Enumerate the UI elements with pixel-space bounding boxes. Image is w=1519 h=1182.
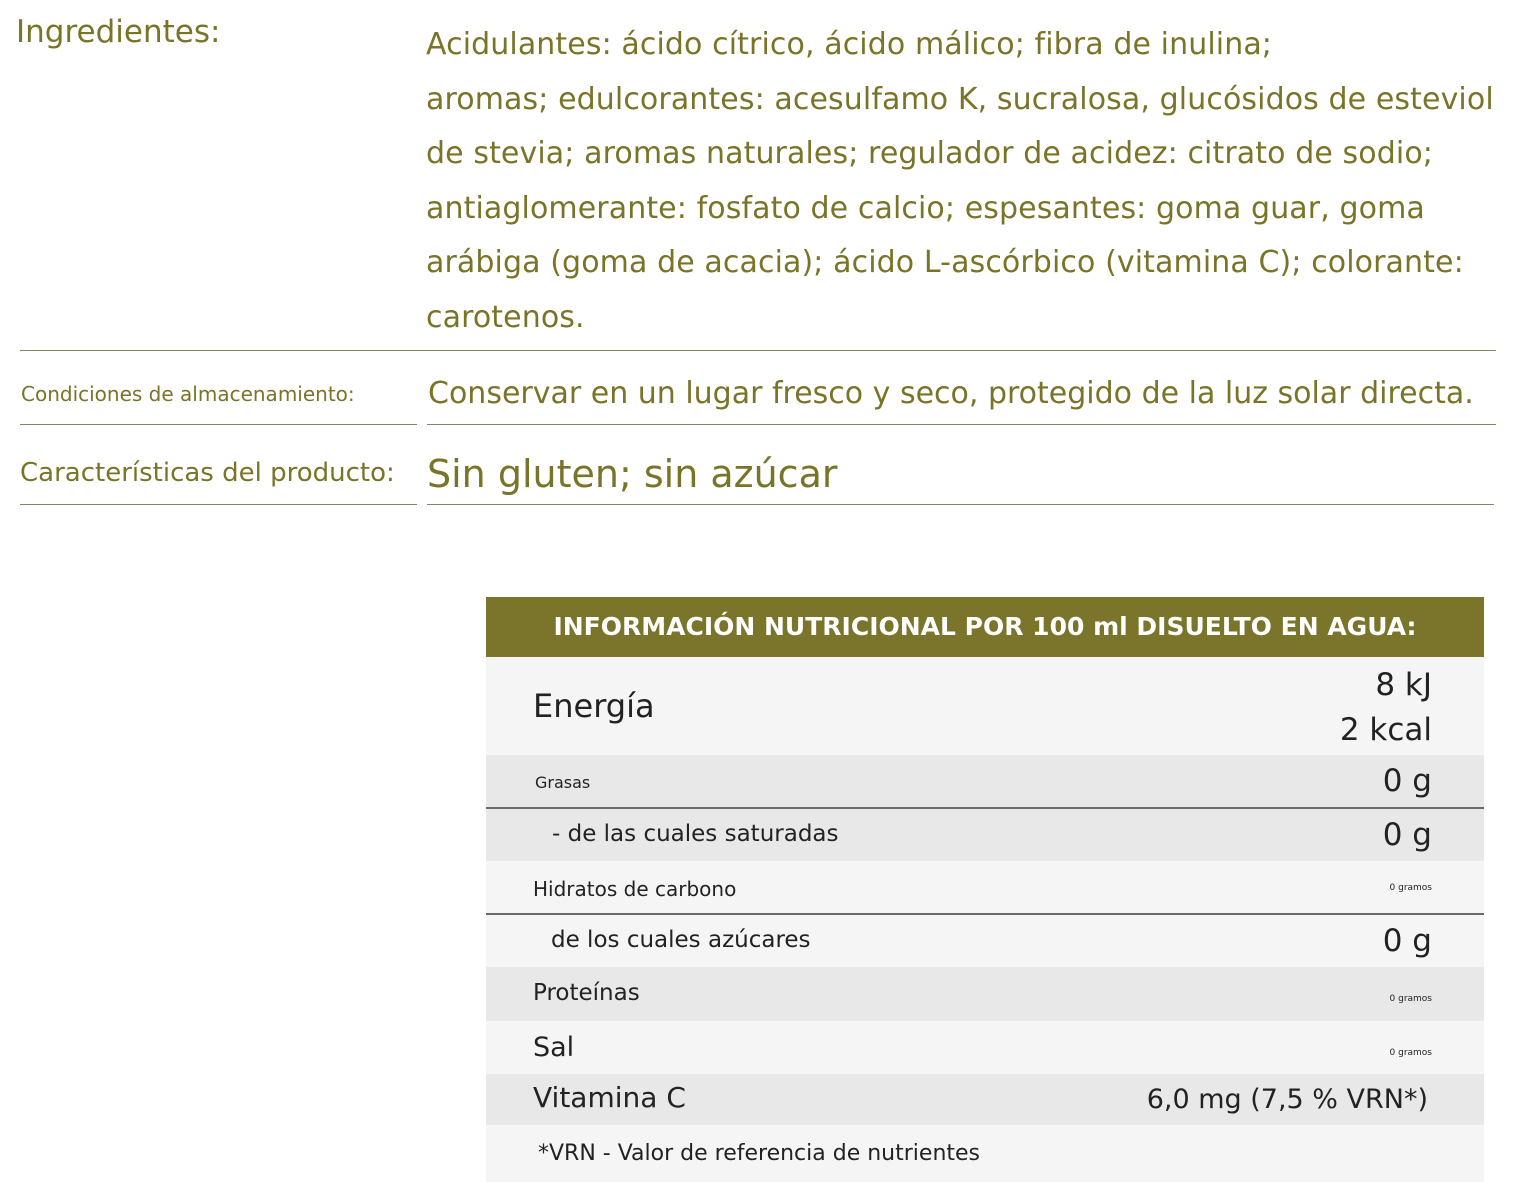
nutrition-row-energy bbox=[486, 657, 1484, 755]
storage-label: Condiciones de almacenamiento: bbox=[21, 382, 355, 406]
saturated-label: - de las cuales saturadas bbox=[552, 821, 839, 847]
section-divider bbox=[20, 350, 1496, 351]
nutrition-row-saturated bbox=[486, 809, 1484, 861]
storage-value-underline bbox=[427, 424, 1496, 425]
characteristics-value: Sin gluten; sin azúcar bbox=[427, 452, 838, 496]
nutrition-row-protein bbox=[486, 967, 1484, 1021]
characteristics-value-underline bbox=[427, 504, 1494, 505]
protein-value: 0 gramos bbox=[1389, 994, 1432, 1004]
storage-value: Conservar en un lugar fresco y seco, protegido de la luz solar directa. bbox=[428, 376, 1474, 411]
energy-kcal-value: 2 kcal bbox=[1339, 712, 1432, 748]
ingredients-label: Ingredientes: bbox=[16, 14, 221, 50]
nutrition-row-salt bbox=[486, 1021, 1484, 1074]
nutrition-footnote-row bbox=[486, 1125, 1484, 1182]
ingredients-line: antiaglomerante: fosfato de calcio; espesantes: goma guar, goma bbox=[426, 190, 1425, 226]
ingredients-line: de stevia; aromas naturales; regulador de acidez: citrato de sodio; bbox=[426, 136, 1433, 171]
sugars-label: de los cuales azúcares bbox=[551, 927, 811, 953]
fat-label: Grasas bbox=[535, 773, 591, 792]
nutrition-row-sugars bbox=[486, 915, 1484, 967]
vitamin-c-value: 6,0 mg (7,5 % VRN*) bbox=[1146, 1084, 1428, 1115]
nutrition-footnote: *VRN - Valor de referencia de nutrientes bbox=[538, 1141, 981, 1166]
salt-value: 0 gramos bbox=[1389, 1048, 1432, 1058]
characteristics-label: Características del producto: bbox=[20, 458, 395, 488]
vitamin-c-label: Vitamina C bbox=[533, 1081, 686, 1114]
saturated-value: 0 g bbox=[1382, 817, 1432, 853]
ingredients-line: arábiga (goma de acacia); ácido L-ascórbico (vitamina C); colorante: bbox=[426, 245, 1464, 280]
sugars-value: 0 g bbox=[1382, 923, 1432, 959]
ingredients-line: aromas; edulcorantes: acesulfamo K, sucralosa, glucósidos de esteviol bbox=[426, 81, 1494, 117]
storage-label-underline bbox=[20, 424, 417, 425]
energy-kj-value: 8 kJ bbox=[1375, 667, 1432, 703]
ingredients-line: carotenos. bbox=[426, 299, 585, 335]
carbohydrates-value: 0 gramos bbox=[1389, 883, 1432, 893]
nutrition-row-carbohydrates bbox=[486, 861, 1484, 913]
nutrition-table bbox=[486, 597, 1484, 1182]
protein-label: Proteínas bbox=[533, 980, 640, 1006]
nutrition-header: INFORMACIÓN NUTRICIONAL POR 100 ml DISUELTO EN AGUA: bbox=[486, 597, 1484, 657]
characteristics-label-underline bbox=[20, 504, 417, 505]
carbohydrates-label: Hidratos de carbono bbox=[533, 877, 737, 901]
ingredients-text bbox=[426, 18, 1506, 345]
nutrition-row-vitamin-c bbox=[486, 1074, 1484, 1125]
salt-label: Sal bbox=[533, 1032, 575, 1063]
fat-value: 0 g bbox=[1382, 763, 1432, 799]
energy-label: Energía bbox=[533, 687, 655, 725]
nutrition-row-fat bbox=[486, 755, 1484, 807]
ingredients-line: Acidulantes: ácido cítrico, ácido málico; fibra de inulina; bbox=[426, 27, 1273, 62]
